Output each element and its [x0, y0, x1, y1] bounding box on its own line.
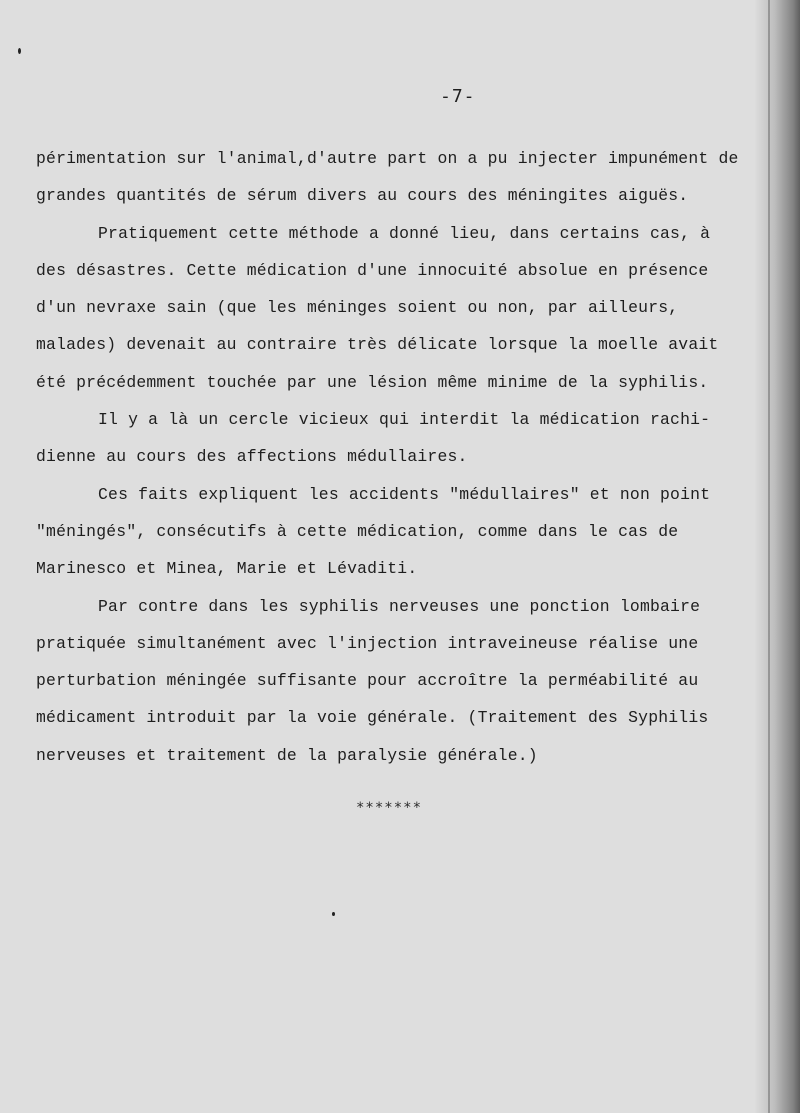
paragraph-start-line: Ces faits expliquent les accidents "médullaires" et non point [98, 484, 711, 504]
text-line: Marinesco et Minea, Marie et Lévaditi. [36, 559, 418, 579]
text-line: "méningés", consécutifs à cette médication, comme dans le cas de [36, 521, 679, 541]
text-line: des désastres. Cette médication d'une innocuité absolue en présence [36, 260, 709, 280]
section-separator: ******* [356, 800, 423, 816]
text-line: d'un nevraxe sain (que les méninges soient ou non, par ailleurs, [36, 298, 679, 318]
page-number: -7- [440, 86, 476, 107]
text-line: perturbation méningée suffisante pour accroître la perméabilité au [36, 671, 699, 691]
text-line: dienne au cours des affections médullaires. [36, 447, 468, 467]
text-line: médicament introduit par la voie générale. (Traitement des Syphilis [36, 708, 709, 728]
paragraph-start-line: Il y a là un cercle vicieux qui interdit la médication rachi- [98, 410, 711, 430]
text-line: périmentation sur l'animal,d'autre part on a pu injecter impunément de [36, 149, 739, 168]
text-line: été précédemment touchée par une lésion même minime de la syphilis. [36, 372, 709, 392]
paragraph-start-line: Par contre dans les syphilis nerveuses une ponction lombaire [98, 596, 701, 616]
text-line: pratiquée simultanément avec l'injection intraveineuse réalise une [36, 633, 699, 653]
text-line: malades) devenait au contraire très délicate lorsque la moelle avait [36, 335, 719, 355]
ink-speck [18, 48, 21, 54]
body-text [36, 140, 776, 774]
text-line: nerveuses et traitement de la paralysie générale.) [36, 745, 538, 765]
text-line: grandes quantités de sérum divers au cours des méningites aiguës. [36, 186, 689, 206]
ink-speck [332, 912, 335, 916]
paragraph-start-line: Pratiquement cette méthode a donné lieu, dans certains cas, à [98, 223, 711, 243]
